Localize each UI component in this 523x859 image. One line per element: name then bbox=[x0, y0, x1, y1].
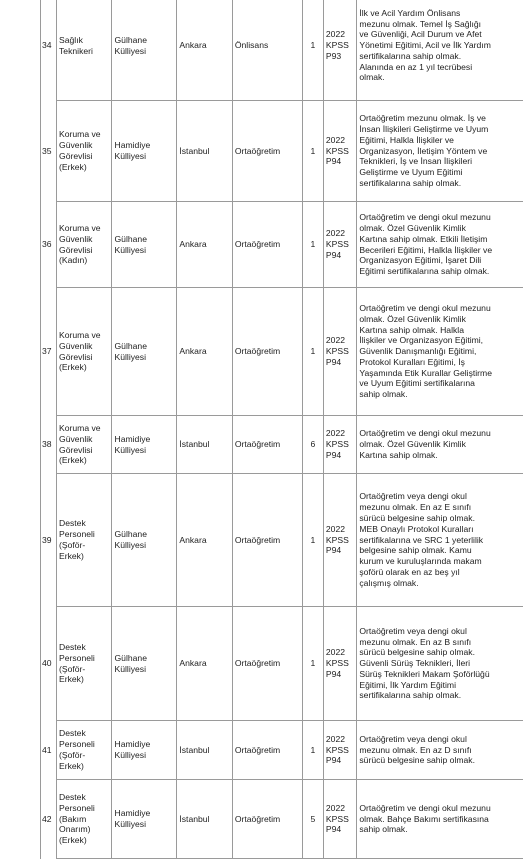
position-title-cell bbox=[57, 607, 112, 721]
row-number-cell bbox=[0, 721, 57, 780]
requirements-cell-line: ve Uyum Eğitimi sertifikalarına bbox=[359, 378, 475, 389]
table-row bbox=[0, 607, 523, 721]
unit-cell-line: Külliyesi bbox=[114, 663, 147, 674]
city-cell bbox=[177, 101, 232, 202]
requirements-cell bbox=[357, 0, 523, 101]
row-number-cell bbox=[0, 780, 57, 859]
unit-cell bbox=[112, 101, 177, 202]
count-cell bbox=[302, 780, 323, 859]
position-title-cell-line: Güvenlik bbox=[59, 340, 93, 351]
education-cell bbox=[232, 101, 302, 202]
position-title-cell-line: Erkek) bbox=[59, 550, 84, 561]
position-title-cell-line: Koruma ve bbox=[59, 422, 101, 433]
requirements-cell-line: Ortaöğretim ve dengi okul mezunu bbox=[359, 428, 491, 439]
requirements-cell-line: mezunu olmak. Temel İş Sağlığı bbox=[359, 18, 482, 29]
requirements-cell bbox=[357, 416, 523, 474]
unit-cell-line: Hamidiye bbox=[114, 739, 151, 750]
count-cell bbox=[302, 288, 323, 416]
position-title-cell-line: Koruma ve bbox=[59, 222, 101, 233]
kpss-cell bbox=[323, 607, 356, 721]
row-number-cell-text: 40 bbox=[42, 658, 52, 669]
kpss-cell-line: KPSS bbox=[325, 40, 349, 51]
position-title-cell-line: Koruma ve bbox=[59, 329, 101, 340]
city-cell-text: Ankara bbox=[179, 534, 207, 545]
position-title-cell bbox=[57, 780, 112, 859]
education-cell-text: Ortaöğretim bbox=[234, 439, 281, 450]
unit-cell-line: Külliyesi bbox=[114, 540, 147, 550]
position-title-cell-line: (Bakım bbox=[59, 813, 87, 824]
kpss-cell-line: P94 bbox=[325, 824, 342, 835]
requirements-cell-line: Kartına sahip olmak. Etkili İletişim bbox=[359, 233, 488, 244]
unit-cell-line: Külliyesi bbox=[114, 151, 147, 161]
kpss-cell bbox=[323, 101, 356, 202]
requirements-cell-line: sürücü belgesine sahip olmak. bbox=[359, 513, 475, 523]
count-cell-text: 1 bbox=[310, 239, 316, 250]
row-number-cell bbox=[0, 416, 57, 474]
unit-cell-line: Gülhane bbox=[114, 340, 147, 351]
row-number-cell bbox=[0, 474, 57, 607]
table-row bbox=[0, 721, 523, 780]
position-title-cell-line: Destek bbox=[59, 792, 86, 802]
row-number-cell-text: 38 bbox=[42, 439, 52, 450]
requirements-cell-line: Eğitimi, İlk Yardım Eğitimi bbox=[359, 679, 456, 690]
requirements-cell bbox=[357, 780, 523, 859]
requirements-cell-line: sahip olmak. bbox=[359, 824, 408, 835]
requirements-cell-line: mezunu olmak. En az E sınıfı bbox=[359, 502, 472, 513]
position-title-cell-line: Güvenlik bbox=[59, 140, 93, 151]
education-cell-text: Önlisans bbox=[234, 40, 269, 51]
requirements-cell-line: İlk ve Acil Yardım Önlisans bbox=[359, 7, 461, 18]
unit-cell bbox=[112, 202, 177, 288]
unit-cell-line: Gülhane bbox=[114, 529, 147, 540]
city-cell bbox=[177, 780, 232, 859]
position-title-cell-line: (Şoför- bbox=[59, 540, 86, 550]
kpss-cell-line: 2022 bbox=[325, 733, 346, 744]
requirements-cell-line: Yönetimi Eğitimi, Acil ve İlk Yardım bbox=[359, 40, 491, 51]
unit-cell-line: Külliyesi bbox=[114, 45, 147, 56]
row-number-cell bbox=[0, 101, 57, 202]
requirements-cell-line: Eğitimi sertifikalarına sahip olmak. bbox=[359, 266, 490, 277]
requirements-cell-line: Kartına sahip olmak. bbox=[359, 449, 438, 460]
position-title-cell-line: Görevlisi bbox=[59, 151, 93, 161]
unit-cell-line: Hamidiye bbox=[114, 808, 151, 819]
requirements-cell bbox=[357, 607, 523, 721]
position-title-cell-line: (Erkek) bbox=[59, 362, 87, 373]
row-number-cell-text: 35 bbox=[42, 145, 52, 156]
count-cell bbox=[302, 202, 323, 288]
table-row bbox=[0, 202, 523, 288]
requirements-cell-line: MEB Onaylı Protokol Kuralları bbox=[359, 523, 474, 534]
requirements-cell-line: Ortaöğretim ve dengi okul mezunu bbox=[359, 802, 491, 813]
requirements-cell-line: Sürüş Teknikleri Makam Şoförlüğü bbox=[359, 668, 490, 679]
kpss-cell-line: P93 bbox=[325, 50, 342, 61]
city-cell-text: İstanbul bbox=[179, 439, 210, 450]
education-cell bbox=[232, 607, 302, 721]
education-cell bbox=[232, 416, 302, 474]
kpss-cell-line: KPSS bbox=[325, 813, 349, 824]
position-title-cell-line: Personeli bbox=[59, 529, 95, 540]
education-cell bbox=[232, 0, 302, 101]
education-cell-text: Ortaöğretim bbox=[234, 346, 281, 357]
row-number-cell-text: 39 bbox=[42, 534, 52, 545]
position-title-cell-line: Teknikeri bbox=[59, 45, 93, 56]
kpss-cell-line: P94 bbox=[325, 156, 342, 167]
kpss-cell-line: 2022 bbox=[325, 29, 346, 40]
kpss-cell-line: 2022 bbox=[325, 647, 346, 658]
kpss-cell-line: 2022 bbox=[325, 335, 346, 346]
count-cell-text: 1 bbox=[310, 658, 316, 669]
requirements-cell-line: şoförü olarak en az beş yıl bbox=[359, 566, 460, 577]
requirements-cell-line: Organizasyon, İletişim Yöntem ve bbox=[359, 145, 488, 156]
position-title-cell-line: Erkek) bbox=[59, 760, 84, 771]
requirements-cell-line: sürücü belgesine sahip olmak. bbox=[359, 647, 475, 658]
city-cell bbox=[177, 416, 232, 474]
unit-cell bbox=[112, 416, 177, 474]
requirements-cell-line: Geliştirme ve Uyum Eğitimi bbox=[359, 167, 463, 178]
requirements-cell-line: Ortaöğretim ve dengi okul mezunu bbox=[359, 212, 491, 223]
kpss-cell-line: P94 bbox=[325, 249, 342, 260]
kpss-cell-line: P94 bbox=[325, 545, 342, 556]
position-title-cell-line: (Şoför- bbox=[59, 663, 86, 674]
unit-cell bbox=[112, 780, 177, 859]
unit-cell bbox=[112, 721, 177, 780]
unit-cell-line: Gülhane bbox=[114, 652, 147, 663]
unit-cell-line: Külliyesi bbox=[114, 819, 147, 829]
row-number-cell-text: 42 bbox=[42, 813, 52, 824]
education-cell bbox=[232, 288, 302, 416]
requirements-cell bbox=[357, 288, 523, 416]
city-cell-text: Ankara bbox=[179, 346, 207, 357]
requirements-cell-line: İlişkiler ve Organizasyon Eğitimi, bbox=[359, 335, 484, 346]
kpss-cell-line: P94 bbox=[325, 356, 342, 367]
position-title-cell bbox=[57, 101, 112, 202]
education-cell-text: Ortaöğretim bbox=[234, 813, 281, 824]
city-cell bbox=[177, 0, 232, 101]
position-title-cell-line: Güvenlik bbox=[59, 433, 93, 444]
requirements-cell-line: Güvenli Sürüş Teknikleri, İleri bbox=[359, 658, 471, 669]
kpss-cell bbox=[323, 416, 356, 474]
requirements-cell-line: olmak. Bahçe Bakımı sertifikasına bbox=[359, 813, 489, 824]
requirements-cell-line: sertifikalarına ve SRC 1 yeterlilik bbox=[359, 534, 484, 545]
position-title-cell bbox=[57, 474, 112, 607]
position-title-cell-line: Onarım) bbox=[59, 824, 91, 835]
requirements-cell-line: Eğitimi, Halkla İlişkiler ve bbox=[359, 134, 454, 145]
position-title-cell-line: (Kadın) bbox=[59, 255, 88, 266]
row-number-cell bbox=[0, 202, 57, 288]
row-number-cell bbox=[0, 288, 57, 416]
city-cell bbox=[177, 607, 232, 721]
count-cell-text: 1 bbox=[310, 346, 316, 357]
position-title-cell-line: Personeli bbox=[59, 652, 95, 663]
unit-cell-line: Gülhane bbox=[114, 34, 147, 45]
requirements-cell-line: Alanında en az 1 yıl tecrübesi bbox=[359, 61, 473, 72]
row-number-cell bbox=[0, 0, 57, 101]
kpss-cell-line: 2022 bbox=[325, 523, 346, 534]
kpss-cell bbox=[323, 721, 356, 780]
count-cell-text: 6 bbox=[310, 439, 316, 450]
education-cell-text: Ortaöğretim bbox=[234, 145, 281, 156]
requirements-cell-line: Ortaöğretim veya dengi okul bbox=[359, 733, 467, 744]
position-title-cell bbox=[57, 416, 112, 474]
requirements-cell bbox=[357, 202, 523, 288]
position-title-cell-line: Sağlık bbox=[59, 34, 83, 45]
table-row bbox=[0, 101, 523, 202]
requirements-cell-line: Becerileri Eğitimi, Halkla İlişkiler ve bbox=[359, 244, 493, 255]
unit-cell-line: Hamidiye bbox=[114, 433, 151, 444]
requirements-cell bbox=[357, 721, 523, 780]
position-title-cell-line: Destek bbox=[59, 728, 86, 739]
count-cell-text: 1 bbox=[310, 534, 316, 545]
city-cell bbox=[177, 474, 232, 607]
count-cell bbox=[302, 416, 323, 474]
requirements-cell-line: olmak. Özel Güvenlik Kimlik bbox=[359, 313, 466, 324]
requirements-cell-line: kurum ve kuruluşlarında makam bbox=[359, 556, 482, 567]
count-cell-text: 1 bbox=[310, 40, 316, 51]
position-title-cell-line: Destek bbox=[59, 518, 86, 529]
position-title-cell-line: Güvenlik bbox=[59, 233, 93, 244]
unit-cell bbox=[112, 607, 177, 721]
city-cell bbox=[177, 202, 232, 288]
requirements-cell-line: ve Güvenliği, Acil Durum ve Afet bbox=[359, 29, 482, 40]
education-cell bbox=[232, 202, 302, 288]
kpss-cell bbox=[323, 288, 356, 416]
requirements-cell-line: İnsan İlişkileri Geliştirme ve Uyum bbox=[359, 124, 489, 134]
kpss-cell bbox=[323, 202, 356, 288]
table-row bbox=[0, 416, 523, 474]
requirements-cell-line: sahip olmak. bbox=[359, 389, 408, 400]
unit-cell-line: Külliyesi bbox=[114, 750, 147, 760]
requirements-cell-line: Yaşamında Etik Kurallar Geliştirme bbox=[359, 367, 492, 378]
city-cell-text: Ankara bbox=[179, 40, 207, 51]
requirements-cell-line: Kartına sahip olmak. Halkla bbox=[359, 324, 464, 335]
kpss-cell-line: 2022 bbox=[325, 428, 346, 439]
kpss-cell-line: KPSS bbox=[325, 658, 349, 669]
unit-cell-line: Hamidiye bbox=[114, 140, 151, 151]
kpss-cell bbox=[323, 0, 356, 101]
kpss-cell-line: 2022 bbox=[325, 134, 346, 145]
count-cell bbox=[302, 721, 323, 780]
education-cell-text: Ortaöğretim bbox=[234, 534, 281, 545]
kpss-cell-line: KPSS bbox=[325, 346, 349, 357]
row-number-cell-text: 34 bbox=[42, 40, 52, 51]
position-title-cell-line: Erkek) bbox=[59, 674, 84, 685]
table-row bbox=[0, 0, 523, 101]
count-cell-text: 1 bbox=[310, 145, 316, 156]
position-title-cell-line: (Şoför- bbox=[59, 750, 86, 760]
requirements-cell-line: sertifikalarına sahip olmak. bbox=[359, 50, 462, 61]
table-row bbox=[0, 474, 523, 607]
position-title-cell-line: Personeli bbox=[59, 739, 95, 750]
city-cell-text: İstanbul bbox=[179, 813, 210, 824]
unit-cell-line: Külliyesi bbox=[114, 444, 147, 455]
requirements-cell-line: Güvenlik Danışmanlığı Eğitimi, bbox=[359, 346, 477, 357]
requirements-cell-line: Ortaöğretim veya dengi okul bbox=[359, 625, 467, 636]
requirements-cell-line: Ortaöğretim ve dengi okul mezunu bbox=[359, 302, 491, 313]
count-cell bbox=[302, 101, 323, 202]
position-title-cell-line: (Erkek) bbox=[59, 835, 87, 846]
position-title-cell-line: Görevlisi bbox=[59, 444, 93, 455]
requirements-cell-line: Ortaöğretim veya dengi okul bbox=[359, 491, 467, 502]
kpss-cell-line: P94 bbox=[325, 668, 342, 679]
unit-cell-line: Külliyesi bbox=[114, 244, 147, 255]
row-number-cell-text: 41 bbox=[42, 744, 52, 755]
education-cell bbox=[232, 474, 302, 607]
count-cell bbox=[302, 474, 323, 607]
kpss-cell bbox=[323, 780, 356, 859]
requirements-cell-line: çalışmış olmak. bbox=[359, 577, 419, 588]
requirements-cell bbox=[357, 101, 523, 202]
position-title-cell bbox=[57, 288, 112, 416]
row-number-cell bbox=[0, 607, 57, 721]
position-title-cell-line: Destek bbox=[59, 641, 86, 652]
position-title-cell-line: Personeli bbox=[59, 802, 95, 813]
kpss-cell-line: KPSS bbox=[325, 145, 349, 156]
unit-cell-line: Külliyesi bbox=[114, 351, 147, 362]
row-number-cell-text: 37 bbox=[42, 346, 52, 357]
count-cell bbox=[302, 607, 323, 721]
kpss-cell-line: KPSS bbox=[325, 534, 349, 545]
kpss-cell bbox=[323, 474, 356, 607]
unit-cell bbox=[112, 288, 177, 416]
position-title-cell-line: (Erkek) bbox=[59, 455, 87, 466]
requirements-cell-line: sertifikalarına sahip olmak. bbox=[359, 177, 462, 188]
unit-cell-line: Gülhane bbox=[114, 233, 147, 244]
city-cell-text: Ankara bbox=[179, 658, 207, 669]
city-cell-text: Ankara bbox=[179, 239, 207, 250]
position-title-cell-line: Koruma ve bbox=[59, 129, 101, 140]
city-cell-text: İstanbul bbox=[179, 145, 210, 156]
education-cell bbox=[232, 780, 302, 859]
education-cell-text: Ortaöğretim bbox=[234, 658, 281, 669]
requirements-cell-line: Teknikleri, İş ve İnsan İlişkileri bbox=[359, 156, 473, 167]
requirements-cell-line: mezunu olmak. En az D sınıfı bbox=[359, 744, 472, 755]
requirements-cell-line: mezunu olmak. En az B sınıfı bbox=[359, 636, 472, 647]
position-title-cell bbox=[57, 721, 112, 780]
city-cell bbox=[177, 288, 232, 416]
requirements-cell-line: olmak. Özel Güvenlik Kimlik bbox=[359, 222, 466, 233]
education-cell bbox=[232, 721, 302, 780]
kpss-cell-line: KPSS bbox=[325, 239, 349, 250]
requirements-cell-line: Organizasyon Eğitimi, İşaret Dili bbox=[359, 255, 482, 266]
kpss-cell-line: P94 bbox=[325, 449, 342, 460]
unit-cell bbox=[112, 0, 177, 101]
kpss-cell-line: 2022 bbox=[325, 802, 346, 813]
table-row bbox=[0, 780, 523, 859]
position-title-cell bbox=[57, 202, 112, 288]
education-cell-text: Ortaöğretim bbox=[234, 744, 281, 755]
requirements-cell-line: sürücü belgesine sahip olmak. bbox=[359, 755, 475, 766]
count-cell bbox=[302, 0, 323, 101]
position-title-cell-line: (Erkek) bbox=[59, 161, 87, 172]
position-title-cell bbox=[57, 0, 112, 101]
row-number-cell-text: 36 bbox=[42, 239, 52, 250]
education-cell-text: Ortaöğretim bbox=[234, 239, 281, 250]
kpss-cell-line: P94 bbox=[325, 755, 342, 766]
table-row bbox=[0, 288, 523, 416]
requirements-cell-line: Protokol Kuralları Eğitimi, İş bbox=[359, 356, 465, 367]
requirements-cell bbox=[357, 474, 523, 607]
position-title-cell-line: Görevlisi bbox=[59, 244, 93, 255]
count-cell-text: 5 bbox=[310, 813, 316, 824]
requirements-cell-line: Ortaöğretim mezunu olmak. İş ve bbox=[359, 113, 486, 124]
requirements-cell-line: olmak. bbox=[359, 72, 385, 83]
kpss-cell-line: KPSS bbox=[325, 744, 349, 755]
city-cell-text: İstanbul bbox=[179, 744, 210, 755]
requirements-cell-line: olmak. Özel Güvenlik Kimlik bbox=[359, 439, 466, 450]
unit-cell bbox=[112, 474, 177, 607]
requirements-cell-line: sertifikalarına sahip olmak. bbox=[359, 690, 462, 701]
kpss-cell-line: 2022 bbox=[325, 228, 346, 239]
city-cell bbox=[177, 721, 232, 780]
requirements-cell-line: belgesine sahip olmak. Kamu bbox=[359, 545, 472, 556]
position-title-cell-line: Görevlisi bbox=[59, 351, 93, 362]
count-cell-text: 1 bbox=[310, 744, 316, 755]
kpss-cell-line: KPSS bbox=[325, 439, 349, 450]
